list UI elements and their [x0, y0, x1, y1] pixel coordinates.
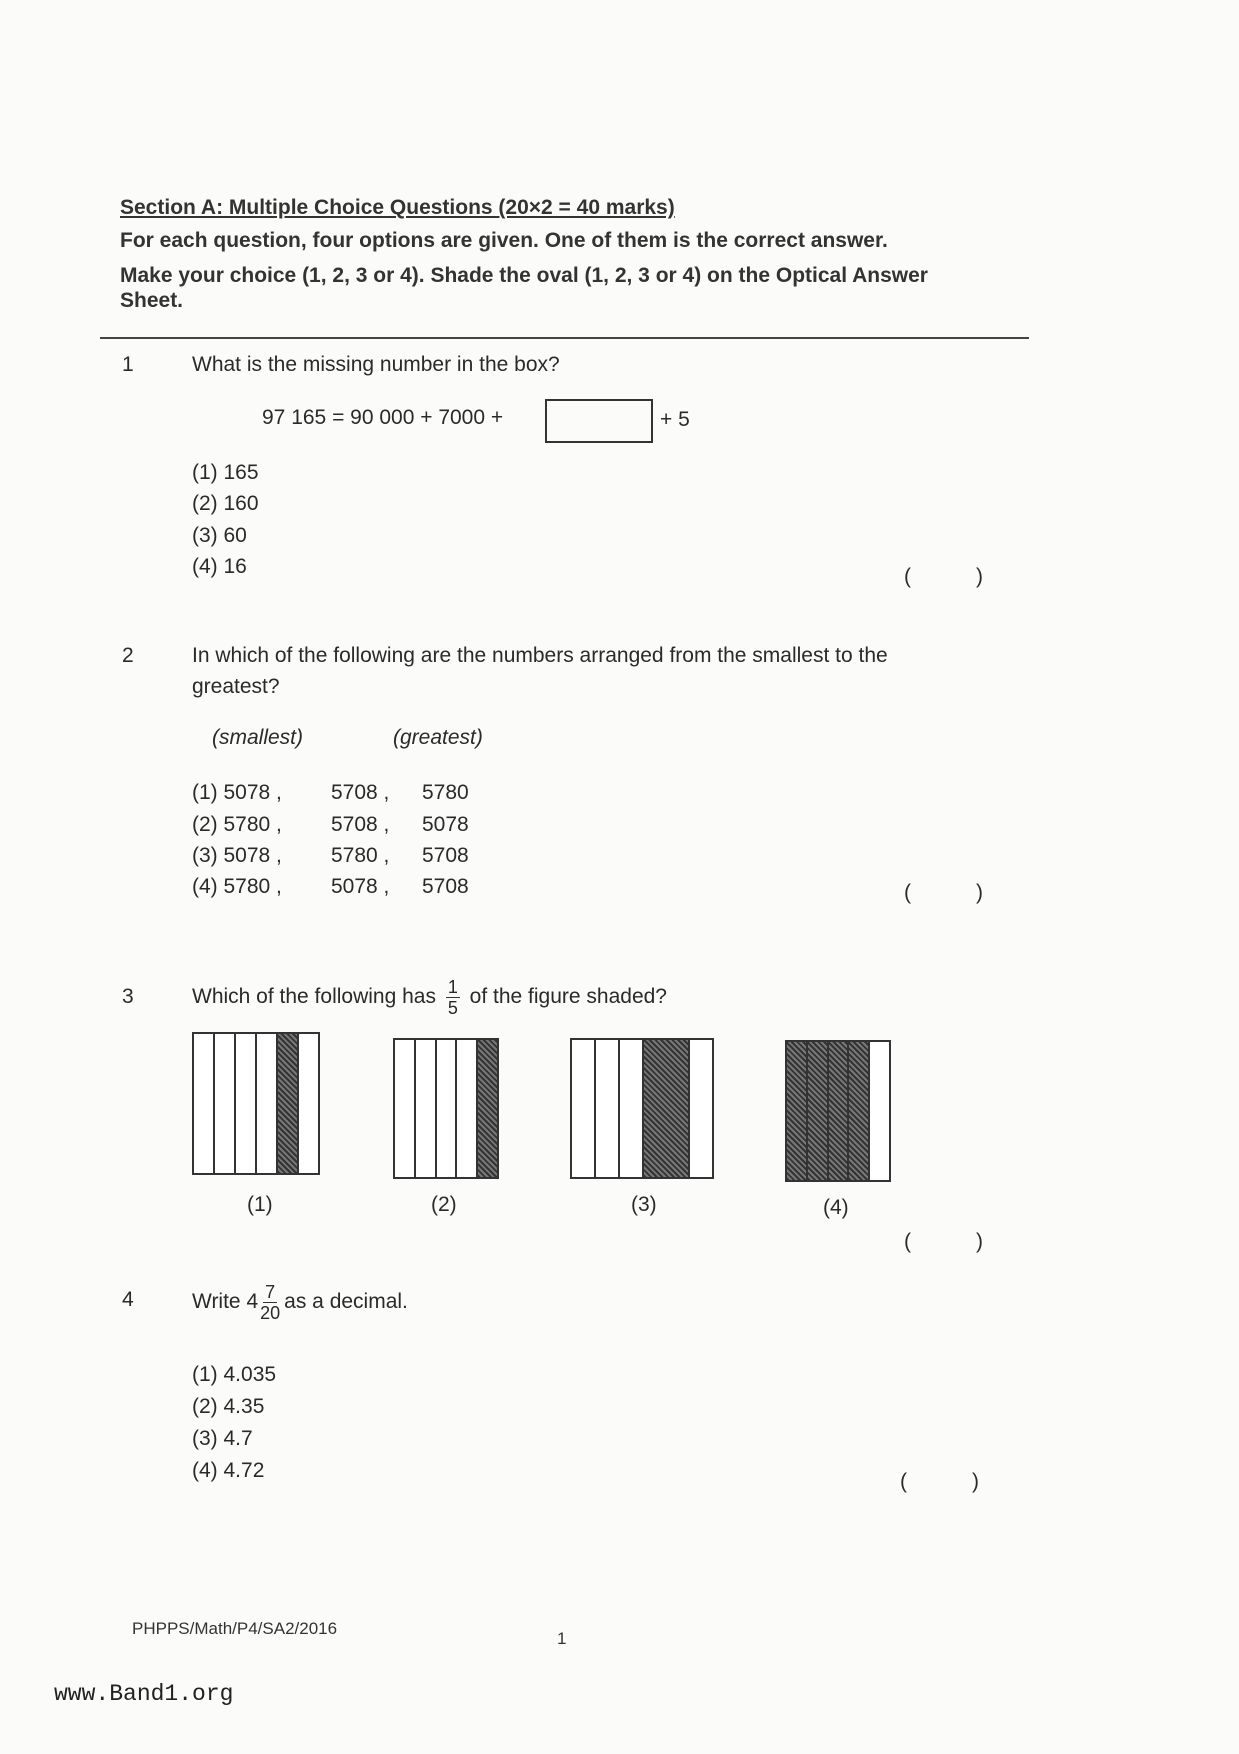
option: 5078	[422, 813, 469, 836]
answer-bracket-open: (	[900, 1470, 907, 1493]
question-number: 1	[122, 353, 134, 376]
question-number: 2	[122, 644, 134, 667]
option: 5780 ,	[331, 844, 390, 867]
question-text-before: Which of the following has	[192, 985, 436, 1008]
option: (3) 5078 ,	[192, 844, 282, 867]
answer-bracket-close: )	[972, 1470, 979, 1493]
question-text-after: of the figure shaded?	[469, 985, 667, 1008]
option: (4) 4.72	[192, 1459, 265, 1482]
question-text	[192, 975, 667, 1019]
option: 5708 ,	[331, 813, 390, 836]
fraction-numerator: 1	[447, 976, 458, 997]
answer-bracket-close: )	[976, 1230, 983, 1253]
question-text: What is the missing number in the box?	[192, 353, 560, 376]
answer-bracket-open: (	[904, 1230, 911, 1253]
instructions-line: For each question, four options are given. One of them is the correct answer.	[120, 229, 888, 252]
option: (1) 4.035	[192, 1363, 277, 1386]
answer-bracket-open: (	[904, 881, 911, 904]
fraction-numerator: 7	[265, 1281, 276, 1302]
option: (3) 60	[192, 524, 247, 547]
option: (4) 5780 ,	[192, 875, 282, 898]
fraction	[260, 1282, 280, 1323]
question-text: greatest?	[192, 675, 280, 698]
option: 5708	[422, 875, 469, 898]
watermark-url: www.Band1.org	[54, 1681, 234, 1707]
question-text: In which of the following are the numbers arranged from the smallest to the	[192, 644, 888, 667]
option: 5708 ,	[331, 781, 390, 804]
option: 5708	[422, 844, 469, 867]
question-number: 3	[122, 985, 134, 1008]
option: (3) 4.7	[192, 1427, 253, 1450]
option: (1) 5078 ,	[192, 781, 282, 804]
option: (2) 160	[192, 492, 259, 515]
section-heading: Section A: Multiple Choice Questions (20×2 = 40 marks)	[120, 196, 675, 219]
instructions-line: Make your choice (1, 2, 3 or 4). Shade the oval (1, 2, 3 or 4) on the Optical Answer	[120, 264, 928, 287]
divider	[100, 337, 1029, 339]
smallest-label: (smallest)	[212, 726, 304, 749]
question-number: 4	[122, 1288, 134, 1311]
paper-code: PHPPS/Math/P4/SA2/2016	[132, 1619, 338, 1638]
question-text-after: as a decimal.	[284, 1290, 408, 1313]
option: 5780	[422, 781, 469, 804]
figure-label: (2)	[431, 1193, 457, 1216]
figure-option-1	[192, 1032, 320, 1175]
page-number: 1	[557, 1629, 567, 1648]
missing-number-box	[545, 399, 653, 443]
figure-label: (3)	[631, 1193, 657, 1216]
option: (4) 16	[192, 555, 247, 578]
figure-label: (1)	[247, 1193, 273, 1216]
answer-bracket-open: (	[904, 565, 911, 588]
option: (2) 4.35	[192, 1395, 265, 1418]
greatest-label: (greatest)	[393, 726, 483, 749]
figure-option-2	[393, 1038, 499, 1179]
figure-option-4	[785, 1040, 891, 1182]
fraction-denominator: 5	[447, 997, 458, 1018]
equation-right: + 5	[660, 408, 690, 431]
answer-bracket-close: )	[976, 881, 983, 904]
fraction-denominator: 20	[260, 1302, 281, 1323]
answer-bracket-close: )	[976, 565, 983, 588]
figure-option-3	[570, 1038, 714, 1179]
fraction	[446, 977, 460, 1018]
question-text-before: Write 4	[192, 1290, 259, 1313]
figure-label: (4)	[823, 1196, 849, 1219]
option: (2) 5780 ,	[192, 813, 282, 836]
option: (1) 165	[192, 461, 259, 484]
option: 5078 ,	[331, 875, 390, 898]
question-text	[192, 1280, 408, 1324]
equation-left: 97 165 = 90 000 + 7000 +	[262, 406, 504, 429]
instructions-line: Sheet.	[120, 289, 184, 312]
